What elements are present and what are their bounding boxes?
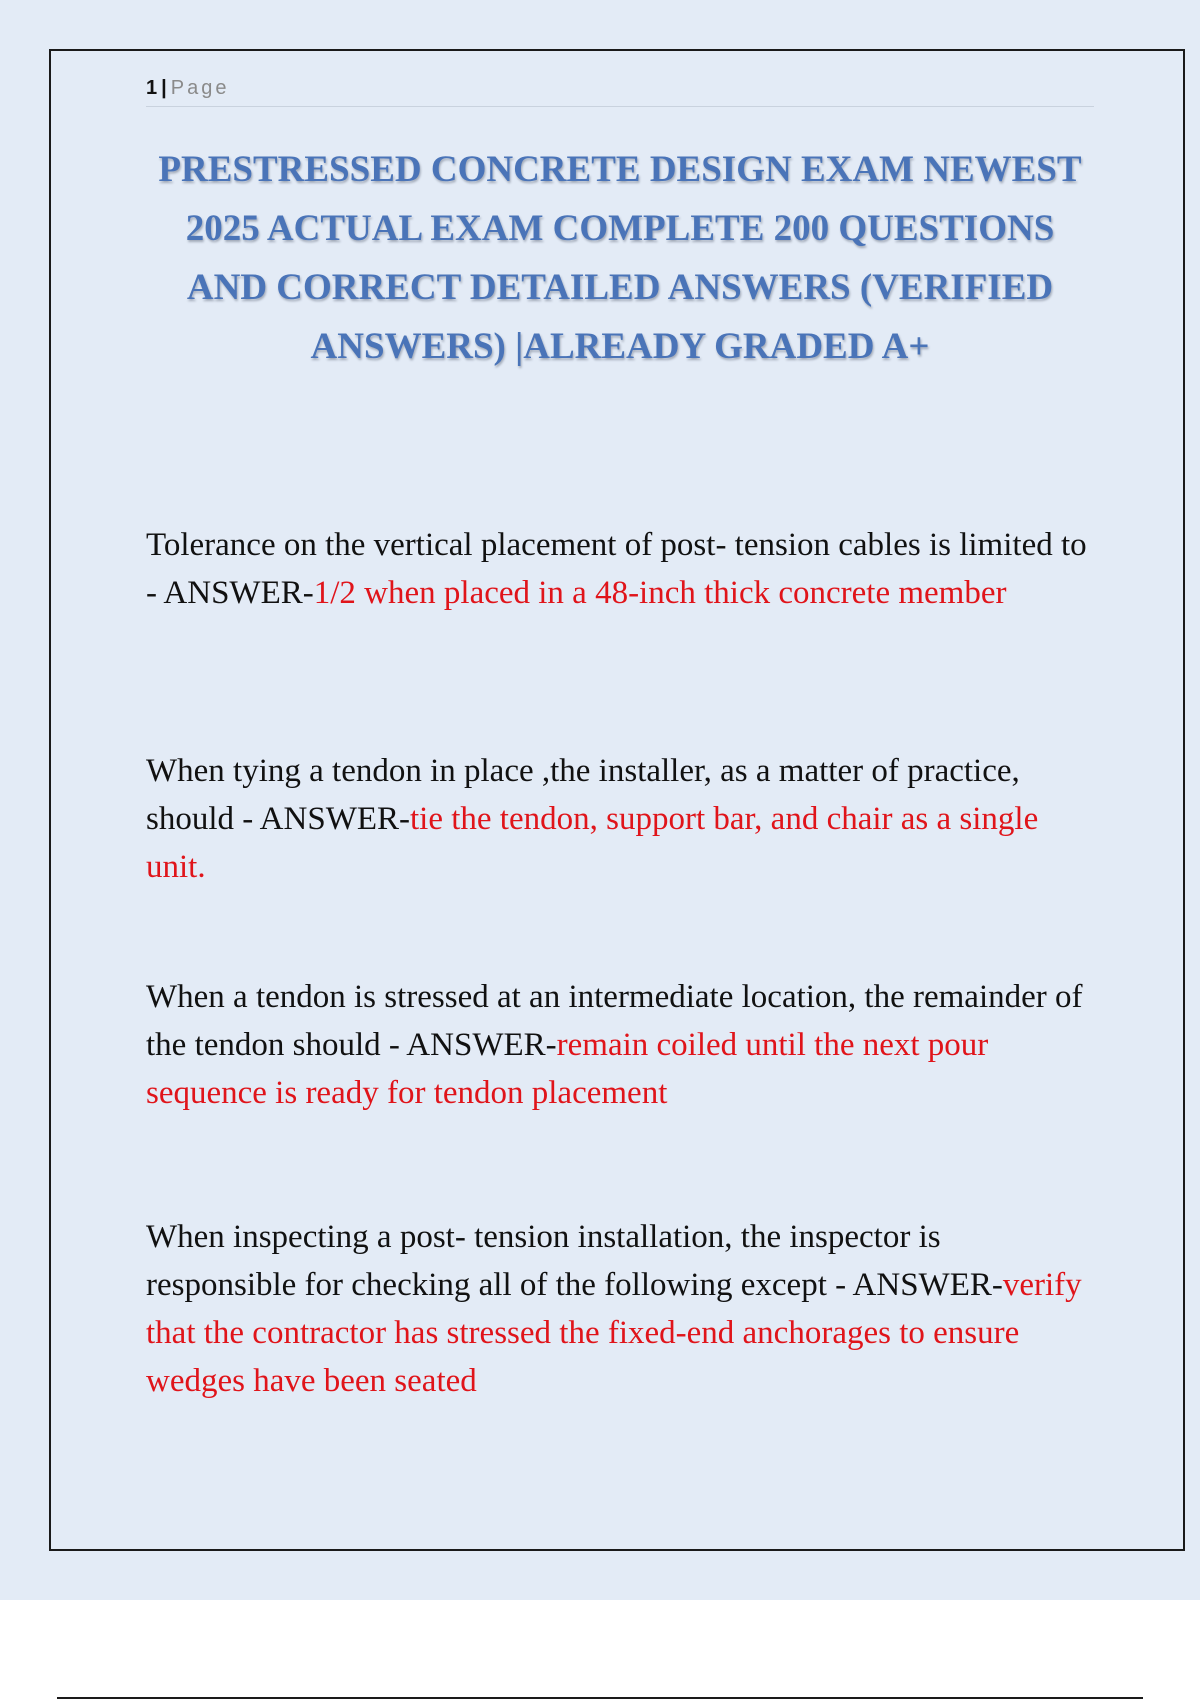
- question-text: When inspecting a post- tension installation, the inspector is responsible for checking all of the following except - ANSWER-: [146, 1219, 1003, 1303]
- page-header: [146, 74, 1094, 107]
- answer-text: 1/2 when placed in a 48-inch thick concrete member: [313, 575, 1007, 611]
- question-item: [146, 747, 1094, 973]
- question-item: [146, 521, 1094, 747]
- document-title: PRESTRESSED CONCRETE DESIGN EXAM NEWEST 2025 ACTUAL EXAM COMPLETE 200 QUESTIONS AND CORRECT DETAILED ANSWERS (VERIFIED ANSWERS) |ALREADY GRADED A+: [158, 149, 1082, 367]
- footer-rule: [57, 1697, 1143, 1699]
- answer-text: verify that the contractor has stressed the fixed-end anchorages to ensure wedges have been seated: [146, 1267, 1082, 1399]
- question-text: When a tendon is stressed at an intermediate location, the remainder of the tendon should - ANSWER-: [146, 979, 1083, 1063]
- answer-text: tie the tendon, support bar, and chair as a single unit.: [146, 801, 1039, 885]
- question-item: [146, 973, 1094, 1213]
- question-text: Tolerance on the vertical placement of post- tension cables is limited to - ANSWER-: [146, 527, 1087, 611]
- question-text: When tying a tendon in place ,the installer, as a matter of practice, should - ANSWER-: [146, 753, 1020, 837]
- question-list: [146, 521, 1094, 1439]
- page-separator: |: [161, 77, 167, 99]
- question-item: [146, 1213, 1094, 1439]
- page-label: Page: [170, 77, 230, 99]
- answer-text: remain coiled until the next pour sequence is ready for tendon placement: [146, 1027, 989, 1111]
- page-number: 1: [146, 77, 158, 99]
